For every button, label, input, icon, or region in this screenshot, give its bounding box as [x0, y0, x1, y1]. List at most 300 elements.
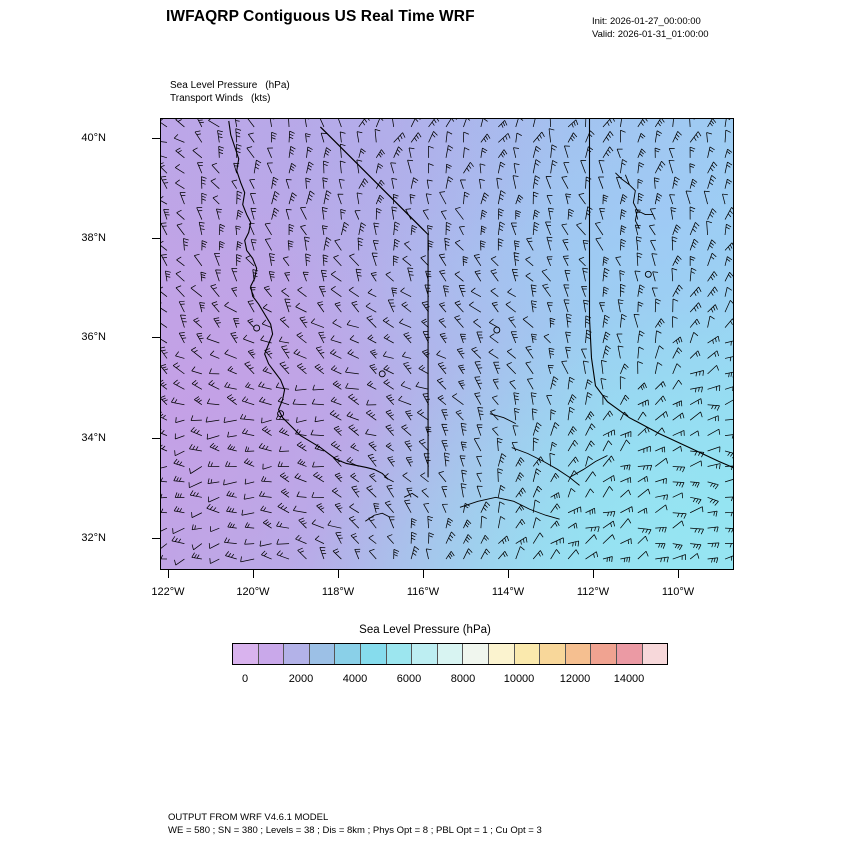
wind-barb — [357, 193, 362, 204]
wind-barb — [219, 224, 225, 235]
wind-barb — [725, 512, 733, 517]
wind-barb — [300, 207, 306, 219]
wind-barb — [616, 257, 621, 266]
wind-barb — [272, 132, 277, 142]
wind-barb — [620, 507, 632, 513]
wind-barb — [232, 268, 237, 281]
wind-barb — [527, 238, 534, 250]
wind-barb — [212, 302, 219, 313]
wind-barb — [285, 299, 291, 312]
wind-barb — [511, 223, 516, 235]
wind-barb — [725, 257, 732, 266]
wind-barb — [243, 335, 254, 343]
wind-barb — [161, 223, 167, 235]
colorbar-cell — [515, 644, 541, 664]
wind-barb — [423, 210, 428, 220]
wind-barb — [367, 316, 377, 328]
wind-barb — [405, 441, 412, 451]
wind-barb — [293, 506, 306, 513]
x-tick-114 — [508, 570, 509, 578]
wind-barb — [708, 543, 719, 548]
wind-barb — [298, 459, 307, 466]
wind-barb — [288, 119, 293, 127]
wind-barb — [394, 239, 400, 250]
wind-barb — [174, 134, 184, 142]
wind-barb — [211, 179, 219, 189]
wind-barb — [550, 453, 555, 466]
wind-barb — [546, 177, 551, 189]
wind-barb — [161, 443, 167, 451]
wind-barb — [446, 145, 453, 157]
wind-barb — [475, 271, 481, 282]
wind-barb — [232, 288, 237, 297]
wind-barb — [386, 425, 394, 436]
wind-barb — [481, 226, 487, 235]
wind-barb — [442, 504, 447, 513]
wind-barb — [620, 284, 625, 297]
wind-barb — [359, 149, 366, 158]
wind-barb — [277, 539, 289, 544]
wind-barb — [224, 302, 236, 312]
wind-barb — [365, 429, 376, 435]
wind-barb — [533, 518, 540, 529]
wind-barb — [458, 365, 465, 374]
wind-barb — [356, 269, 362, 281]
wind-barb — [549, 348, 554, 358]
wind-barb — [439, 471, 446, 482]
wind-barb — [231, 333, 238, 343]
wind-barb — [655, 557, 668, 562]
wind-barb — [386, 272, 394, 281]
wind-barb — [392, 119, 397, 127]
wind-barb — [655, 319, 664, 328]
wind-barb — [340, 161, 345, 173]
wind-barb — [177, 224, 184, 235]
wind-barb — [226, 506, 236, 512]
wind-barb — [352, 486, 360, 497]
wind-barb — [404, 500, 411, 513]
wind-barb — [227, 395, 237, 405]
wind-barb — [725, 224, 731, 235]
wind-barb — [383, 351, 393, 358]
wind-barb — [423, 393, 430, 404]
wind-barb — [463, 162, 473, 173]
wind-barb — [438, 395, 446, 404]
wind-barb — [551, 538, 564, 545]
wind-barb — [262, 418, 272, 423]
wind-barb — [261, 506, 272, 513]
wind-barb — [367, 400, 377, 405]
wind-barb — [319, 286, 326, 296]
wind-barb — [183, 238, 188, 250]
wind-barb — [442, 441, 448, 451]
wind-barb — [330, 410, 341, 420]
wind-barb — [161, 287, 167, 297]
wind-barb — [199, 222, 204, 235]
wind-barb — [179, 301, 185, 312]
wind-barb — [419, 439, 428, 451]
wind-barb — [527, 378, 533, 389]
colorbar-label-4000: 4000 — [342, 673, 368, 685]
wind-barb — [411, 178, 418, 189]
wind-barb — [263, 520, 271, 529]
field-label-block — [170, 79, 290, 105]
wind-barb — [200, 302, 205, 312]
wind-barb — [492, 427, 498, 436]
wind-barb — [725, 400, 733, 405]
field-label-winds-name: Transport Winds — [170, 93, 243, 104]
wind-barb — [584, 300, 589, 312]
wind-barb — [634, 314, 639, 327]
wind-barb — [429, 119, 439, 127]
wind-barb — [549, 129, 554, 143]
wind-barb — [618, 300, 623, 313]
wind-barb — [586, 380, 593, 390]
y-tick-34 — [152, 438, 160, 439]
wind-barb — [481, 210, 487, 219]
wind-barb — [367, 486, 377, 498]
wind-barb — [461, 484, 466, 498]
wind-barb — [242, 510, 254, 515]
wind-barb — [410, 194, 415, 204]
wind-barb — [350, 473, 358, 482]
wind-barb — [492, 396, 498, 405]
wind-barb — [348, 394, 358, 405]
wind-barb — [403, 362, 411, 374]
wind-barb — [655, 381, 665, 389]
wind-barb — [385, 501, 394, 513]
wind-barb — [708, 365, 719, 373]
wind-barb — [479, 179, 484, 188]
wind-barb — [707, 133, 712, 143]
wind-barb — [411, 119, 420, 127]
wind-barb — [401, 381, 411, 389]
wind-barb — [725, 340, 733, 346]
wind-barb — [673, 544, 683, 550]
wind-barb — [392, 178, 397, 188]
wind-barb — [276, 521, 289, 528]
wind-barb — [725, 497, 733, 502]
wind-barb — [620, 490, 630, 497]
wind-barb — [216, 209, 221, 220]
colorbar-cell — [361, 644, 387, 664]
wind-barb — [225, 551, 236, 559]
wind-barb — [563, 239, 569, 250]
wind-barb — [341, 222, 348, 235]
wind-barb — [473, 319, 480, 327]
colorbar-cell — [643, 644, 668, 664]
wind-barb — [237, 254, 242, 265]
wind-barb — [551, 422, 559, 435]
wind-barb — [429, 131, 438, 142]
wind-barb — [209, 380, 220, 389]
wind-barb — [564, 163, 569, 174]
wind-barb — [548, 365, 553, 374]
wind-barb — [471, 288, 481, 297]
wind-barb — [236, 226, 241, 235]
wind-barb — [313, 385, 324, 390]
wind-barb — [510, 380, 516, 389]
wind-barb — [551, 493, 560, 500]
wind-barb — [333, 381, 341, 389]
wind-barb — [457, 348, 464, 358]
wind-barb — [533, 469, 541, 482]
wind-barb — [455, 240, 463, 250]
field-label-pressure — [170, 79, 290, 92]
wind-barb — [507, 289, 515, 297]
wind-barb — [306, 147, 312, 158]
wind-barb — [402, 352, 411, 359]
wind-barb — [161, 149, 167, 157]
wind-barb — [514, 241, 519, 251]
wind-barb — [653, 272, 658, 282]
wind-barb — [638, 427, 649, 436]
wind-barb — [708, 162, 717, 173]
wind-barb — [259, 443, 272, 451]
wind-barb — [586, 552, 598, 559]
x-tick-112 — [593, 570, 594, 578]
y-tick-38 — [152, 238, 160, 239]
wind-barb — [481, 119, 488, 127]
wind-barb — [303, 272, 308, 281]
wind-barb — [161, 333, 167, 343]
wind-barb — [638, 179, 643, 188]
wind-barb — [331, 271, 341, 281]
colorbar-cell — [617, 644, 643, 664]
wind-barb — [242, 429, 254, 436]
wind-barb — [236, 144, 241, 157]
wind-barb — [369, 535, 376, 544]
wind-barb — [635, 271, 640, 281]
wind-barb — [498, 191, 505, 205]
wind-barb — [620, 477, 630, 482]
wind-barb — [224, 417, 237, 422]
wind-barb — [638, 400, 649, 407]
wind-barb — [442, 424, 448, 435]
y-axis-label-40n: 40°N — [81, 132, 106, 144]
wind-barb — [620, 440, 630, 451]
wind-barb — [690, 132, 701, 143]
wind-barb — [411, 519, 416, 529]
wind-barb — [237, 241, 243, 250]
wind-barb — [213, 196, 219, 204]
wind-barb — [248, 319, 255, 328]
wind-barb — [331, 441, 341, 451]
wind-barb — [491, 270, 499, 282]
colorbar-cell — [335, 644, 361, 664]
wind-barb — [320, 547, 326, 559]
map-plot-area — [160, 118, 734, 570]
wind-barb — [459, 226, 464, 235]
wind-barb — [586, 527, 600, 532]
wind-barb — [620, 364, 628, 374]
wind-barb — [725, 434, 733, 439]
wind-barb — [673, 446, 682, 451]
wind-barb — [673, 521, 684, 528]
wind-barb — [402, 302, 411, 312]
wind-barb — [210, 351, 219, 359]
wind-barb — [568, 209, 574, 219]
wind-barb — [180, 315, 186, 328]
wind-barb — [551, 410, 556, 421]
wind-barb — [565, 270, 570, 281]
wind-barb — [494, 362, 501, 374]
wind-barb — [638, 465, 652, 470]
wind-barb — [533, 457, 543, 467]
wind-barb — [225, 350, 237, 359]
wind-barb — [601, 360, 606, 374]
wind-barb — [324, 148, 331, 158]
wind-barb — [551, 145, 557, 158]
wind-barb — [324, 191, 331, 205]
wind-barb — [297, 364, 306, 374]
wind-barb — [330, 349, 341, 358]
wind-barb — [568, 550, 579, 559]
wind-barb — [281, 288, 289, 296]
y-tick-32 — [152, 538, 160, 539]
x-axis-label-118w: 118°W — [321, 586, 355, 598]
wind-barb — [620, 519, 630, 529]
wind-barb — [586, 489, 594, 498]
wind-barb — [673, 285, 683, 297]
wind-barb — [673, 364, 681, 374]
wind-barb — [655, 193, 662, 204]
colorbar-title: Sea Level Pressure (hPa) — [359, 624, 491, 636]
wind-barb — [514, 164, 519, 174]
wind-barb — [311, 319, 324, 328]
wind-barb — [725, 149, 732, 158]
wind-barb — [165, 271, 170, 281]
wind-barb — [406, 209, 411, 220]
wind-barb — [725, 130, 731, 142]
wind-barb — [193, 318, 201, 328]
wind-barb — [277, 551, 289, 559]
wind-barb — [566, 314, 571, 328]
wind-barb — [690, 268, 696, 281]
wind-barb — [477, 332, 483, 343]
wind-barb — [161, 396, 168, 405]
x-tick-116 — [423, 570, 424, 578]
wind-barb — [455, 272, 464, 282]
wind-barb — [210, 443, 219, 451]
wind-barb — [725, 451, 733, 458]
colorbar-label-12000: 12000 — [559, 673, 591, 685]
wind-barb — [336, 532, 343, 543]
wind-barb — [175, 450, 185, 455]
wind-barb — [568, 507, 581, 514]
wind-barb — [227, 491, 237, 497]
wind-barb — [270, 119, 275, 127]
wind-barb — [161, 176, 168, 188]
wind-barb — [514, 393, 519, 405]
wind-barb — [551, 521, 560, 528]
wind-barb — [620, 557, 629, 562]
wind-barb — [638, 362, 643, 374]
wind-barb — [281, 346, 289, 359]
wind-barb — [533, 192, 538, 204]
wind-barb — [551, 442, 557, 451]
wind-barb — [563, 256, 568, 266]
wind-barb — [421, 256, 429, 266]
wind-barb — [161, 380, 167, 389]
wind-barb — [690, 207, 695, 220]
wind-barb — [411, 532, 416, 543]
wind-barb — [568, 120, 578, 128]
wind-barb — [652, 288, 657, 297]
wind-barb — [234, 163, 239, 173]
wind-barb — [225, 382, 237, 389]
wind-barb — [427, 180, 432, 189]
wind-barb — [351, 443, 359, 451]
wind-barb — [175, 164, 184, 173]
wind-barb — [416, 382, 429, 389]
wind-barb — [708, 119, 716, 127]
wind-barb — [176, 271, 184, 281]
wind-barb — [349, 287, 359, 297]
wind-barb — [652, 254, 657, 266]
wind-barb — [638, 446, 651, 453]
wind-barb — [248, 301, 254, 313]
wind-barb — [481, 193, 489, 204]
wind-barb — [708, 147, 715, 158]
wind-barb — [323, 255, 328, 266]
wind-barb — [359, 119, 370, 127]
wind-barb — [462, 470, 467, 482]
wind-barb — [323, 178, 328, 189]
wind-barb — [265, 239, 271, 251]
wind-barb — [194, 254, 202, 266]
wind-barb — [237, 191, 242, 204]
wind-barb — [655, 505, 667, 513]
wind-barb — [405, 411, 412, 421]
wind-barb — [603, 332, 610, 343]
wind-barb — [603, 511, 615, 516]
wind-barb — [331, 336, 342, 343]
wind-barb — [526, 257, 534, 266]
run-metadata — [592, 16, 709, 41]
wind-barb — [690, 544, 701, 550]
wind-barb — [237, 210, 243, 219]
wind-barb — [442, 487, 447, 498]
wind-barb — [472, 347, 481, 358]
wind-barb — [586, 535, 597, 544]
wind-barb — [401, 425, 411, 436]
wind-barb — [586, 472, 596, 482]
wind-barb — [211, 284, 220, 296]
y-axis-label-34n: 34°N — [81, 432, 106, 444]
wind-barb — [319, 332, 326, 343]
valid-time: Valid: 2026-01-31_01:00:00 — [592, 28, 709, 40]
wind-barb — [387, 535, 393, 544]
wind-barb — [173, 380, 184, 389]
wind-barb — [376, 195, 384, 204]
wind-barb — [161, 427, 167, 436]
wind-barb — [526, 273, 533, 281]
wind-barb — [359, 223, 366, 235]
wind-barb — [312, 399, 324, 405]
wind-barb — [209, 543, 219, 548]
wind-barb — [348, 349, 359, 358]
wind-barb — [216, 270, 221, 281]
wind-barb — [638, 162, 644, 173]
wind-barb — [725, 179, 732, 189]
wind-barb — [480, 241, 485, 251]
wind-barb — [725, 356, 733, 362]
wind-barb — [655, 148, 660, 158]
y-axis-label-32n: 32°N — [81, 532, 106, 544]
wind-barb — [583, 268, 588, 281]
wind-barb — [568, 394, 576, 404]
